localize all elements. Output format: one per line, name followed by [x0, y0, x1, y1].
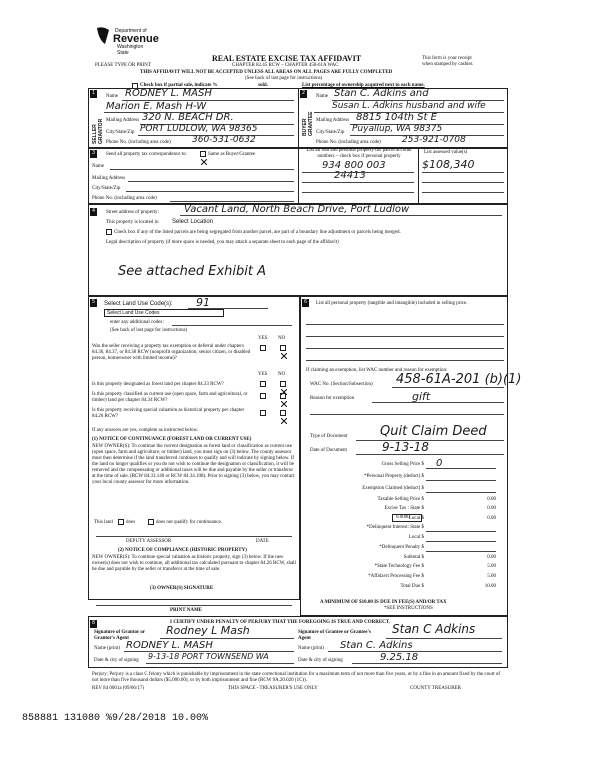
does-not-checkbox[interactable]: [148, 519, 154, 525]
segregated-checkbox[interactable]: [106, 229, 112, 235]
buyer-name2: Susan L. Adkins husband and wife: [332, 101, 486, 111]
penalty-label: *Delinquent Penalty $: [379, 545, 424, 550]
taxable-label: Taxable Selling Price $: [377, 497, 424, 502]
q2-yes-checkbox[interactable]: [260, 381, 266, 387]
buyer-city: Puyallup, WA 98375: [352, 124, 443, 134]
sold-label: sold.: [258, 83, 268, 88]
agency-line3: Washington State: [117, 44, 144, 56]
buyer-side-label: BUYER GRANTEE: [302, 111, 314, 136]
seller-phone: 360-531-0632: [192, 135, 256, 145]
please-type: PLEASE TYPE OR PRINT: [95, 63, 151, 68]
does-checkbox[interactable]: [118, 519, 124, 525]
question-4: Is this property receiving special valuation as historical property per chapter 84.26 RCW?: [92, 408, 245, 419]
land-use-label: Select Land Use Code(s):: [104, 301, 173, 307]
dor-logo: [95, 26, 159, 56]
minimum-note: A MINIMUM OF $10.00 IS DUE IN FEE(S) AND/OR TAX: [320, 600, 447, 605]
no-header-2: NO: [278, 372, 286, 377]
seller-mailing: 320 N. BEACH DR.: [142, 112, 234, 123]
parcel-1: 934 800 003: [322, 160, 386, 171]
seller-side-label: SELLER GRANTOR: [92, 118, 104, 144]
grantor-signature: Rodney L Mash: [166, 624, 250, 637]
doc-type-label: Type of Document: [310, 434, 348, 439]
section-4-marker: 4: [90, 208, 97, 216]
grantee-date-label: Date & city of signing: [298, 658, 343, 663]
yes-header-1: YES: [258, 336, 268, 341]
seller-phone-label: Phone No. (including area code): [106, 140, 171, 145]
section-3-marker: 3: [90, 150, 97, 158]
seller-mailing-label: Mailing Address: [106, 118, 140, 123]
gross-label: Gross Selling Price $: [381, 462, 424, 467]
corr-name-label: Name: [92, 164, 104, 169]
delinquent-state-label: *Delinquent Interest: State $: [366, 525, 424, 530]
personal-deduct-label: *Personal Property (deduct) $: [364, 474, 424, 479]
tech-fee-value: 5.00: [487, 564, 496, 569]
located-label: This property is located in: [106, 220, 159, 225]
legal-desc-text: See attached Exhibit A: [118, 264, 267, 279]
corr-mailing-label: Mailing Address: [92, 176, 126, 181]
notice-2-body: NEW OWNER(S): To continue special valuation as historic property, sign (3) below. If the new owner(s) does not wish to continue, all additional tax calculated pursuant to chapter 84.26 RCW, shall be due and payable by the seller or transferor at the time of sale.: [92, 555, 296, 572]
land-use-dropdown-label: Select Land Use Codes: [107, 310, 160, 316]
total-value: 10.00: [484, 584, 496, 589]
q4-no-checkbox[interactable]: [280, 410, 286, 416]
grantee-sig-label: Signature of Grantee or Grantee's Agent: [298, 630, 371, 641]
does-label: does: [126, 520, 136, 525]
doc-type-value: Quit Claim Deed: [380, 424, 487, 439]
assessed-header: List assessed value(s): [424, 150, 468, 155]
grantor-sig-label: Signature of Grantor or Grantor's Agent: [94, 630, 145, 641]
street-label: Street address of property:: [106, 210, 159, 215]
q3-no-checkbox[interactable]: [280, 393, 286, 399]
corr-phone-label: Phone No. (including area code): [92, 196, 157, 201]
grantee-date: 9.25.18: [380, 652, 419, 663]
form-chapter: CHAPTER 82.45 RCW – CHAPTER 458-61A WAC: [232, 63, 339, 68]
section-2-marker: 2: [300, 90, 307, 98]
buyer-phone: 253-921-0708: [402, 135, 466, 145]
buyer-city-label: City/State/Zip: [316, 130, 345, 135]
see-instructions: *SEE INSTRUCTIONS: [384, 606, 433, 611]
grantor-date: 9-13-18 PORT TOWNSEND WA: [148, 652, 269, 661]
located-value[interactable]: Select Location: [172, 219, 214, 225]
tech-fee-label: *State Technology Fee $: [374, 564, 424, 569]
total-label: Total Due $: [400, 584, 424, 589]
agency-line2: Revenue: [113, 33, 159, 45]
send-correspondence-label: Send all property tax correspondence to:: [106, 152, 187, 157]
receipt-note-1: This form is your receipt: [422, 56, 472, 61]
additional-codes-label: enter any additional codes:: [110, 320, 164, 325]
grantee-name-label: Name (print): [298, 646, 324, 651]
gross-value: 0: [436, 458, 443, 469]
seller-name-label: Name: [106, 94, 118, 99]
section-8-marker: 8: [90, 620, 97, 628]
list-pct-note: List percentage of ownership acquired next to each name.: [302, 83, 425, 88]
affidavit-fee-label: *Affidavit Processing Fee $: [368, 574, 424, 579]
same-as-buyer-label: Same as Buyer/Grantee: [208, 152, 256, 157]
segregated-note: Check box if any of the listed parcels are being segregated from another parcel, are part of a boundary line adjustment or parcels being merged.: [114, 230, 401, 235]
legal-desc-label: Legal description of property (if more space is needed, you may attach a separate sheet to each page of the affidavit): [106, 240, 339, 245]
seller-city: PORT LUDLOW, WA 98365: [140, 124, 258, 134]
notice-1-title: (1) NOTICE OF CONTINUANCE (FOREST LAND OR CURRENT USE): [92, 437, 252, 442]
personal-property-label: List all personal property (tangible and intangible) included in selling price.: [316, 301, 468, 306]
q4-yes-checkbox[interactable]: [260, 410, 266, 416]
local-label: Local $: [408, 516, 424, 521]
see-back-header: (See back of last page for instructions): [245, 76, 323, 81]
parcel-2: 24413: [334, 170, 366, 181]
receipt-note-2: when stamped by cashier.: [422, 62, 474, 67]
section-6-marker: 6: [302, 299, 309, 307]
section-1-marker: 1: [90, 90, 97, 98]
certify-statement: I CERTIFY UNDER PENALTY OF PERJURY THAT THE FOREGOING IS TRUE AND CORRECT.: [170, 620, 391, 625]
county-treasurer: COUNTY TREASURER: [410, 686, 461, 691]
subtotal-value: 0.00: [487, 555, 496, 560]
q1-yes-checkbox[interactable]: [260, 345, 266, 351]
this-land-label: This land: [94, 520, 113, 525]
same-as-buyer-checkbox[interactable]: [200, 151, 206, 157]
excise-state-value: 0.00: [487, 506, 496, 511]
notice-1-body: NEW OWNER(S): To continue the current designation as forest land or classification as current use (open space, farm and agriculture, or timber) land, you must sign on (3) below. The county assessor must then determine if the land transferred continues to qualify and will indicate by signing below. If the land no longer qualifies or you do not wish to continue the designation or classification, it will be removed and the compensating or additional taxes will be due and payable by the seller or transferor at the time of sale. (RCW 84.33.140 or RCW 84.34.108). Prior to signing (3) below, you may contact your local county assessor for more information.: [92, 444, 295, 485]
notice-2-title: (2) NOTICE OF COMPLIANCE (HISTORIC PROPERTY): [118, 548, 247, 553]
doc-date-label: Date of Document: [310, 448, 347, 453]
buyer-mailing: 8815 104th St E: [356, 112, 437, 123]
perjury-note: Perjury: Perjury is a class C felony which is punishable by imprisonment in the state correctional institution for a maximum term of not more than five years, or by a fine in an amount fixed by the court of not more than five thousand dollars ($5,000.00), or by both imprisonment and fine (RCW 9A.20.020 (1C)).: [92, 672, 501, 683]
seller-name1: RODNEY L. MASH: [125, 88, 212, 99]
buyer-name-label: Name: [316, 94, 328, 99]
grantor-name-label: Name (print): [94, 646, 120, 651]
reason-label: Reason for exemption: [310, 396, 355, 401]
logo-mark-icon: [95, 26, 111, 46]
rate-value: 0.0000: [396, 515, 410, 520]
seller-city-label: City/State/Zip: [106, 130, 135, 135]
owner-signature-label: (3) OWNER(S) SIGNATURE: [150, 586, 214, 591]
grantor-date-label: Date & city of signing: [94, 658, 139, 663]
deputy-assessor-label: DEPUTY ASSESSOR: [126, 539, 172, 544]
wac-value: 458-61A-201 (b)(1): [396, 372, 522, 387]
yes-header-2: YES: [258, 372, 268, 377]
question-2: Is this property designated as forest land per chapter 84.33 RCW?: [92, 382, 224, 387]
exemption-label: If claiming an exemption, list WAC number and reason for exemption:: [306, 368, 448, 373]
q1-no-checkbox[interactable]: [280, 345, 286, 351]
section-5-marker: 5: [90, 299, 97, 307]
partial-sale-label: Check box if partial sale, indicate %: [140, 83, 218, 88]
doc-date-value: 9-13-18: [382, 440, 429, 454]
reason-value: gift: [412, 390, 431, 403]
question-1: Was the seller receiving a property tax exemption or deferral under chapters 84.36, 84.37, or 84.38 RCW (nonprofit organization, senior citizen, or disabled person, homeowner with limited income)?: [92, 344, 251, 361]
no-header-1: NO: [278, 336, 286, 341]
corr-city-label: City/State/Zip: [92, 186, 121, 191]
delinquent-local-label: Local $: [408, 535, 424, 540]
local-value: 0.00: [487, 516, 496, 521]
taxable-value: 0.00: [487, 497, 496, 502]
land-use-code: 91: [196, 296, 210, 309]
grantor-name: RODNEY L. MASH: [126, 640, 213, 651]
question-3: Is this property classified as current use (open space, farm and agricultural, or timber) land per chapter 84.34 RCW?: [92, 392, 248, 403]
grantee-name: Stan C. Adkins: [340, 640, 413, 651]
buyer-name1: Stan C. Adkins and: [334, 88, 429, 99]
street-value: Vacant Land, North Beach Drive, Port Ludlow: [184, 204, 410, 215]
print-name-label: PRINT NAME: [170, 608, 202, 613]
excise-state-label: Excise Tax : State $: [384, 506, 424, 511]
form-title: REAL ESTATE EXCISE TAX AFFIDAVIT: [212, 54, 362, 63]
buyer-mailing-label: Mailing Address: [316, 118, 350, 123]
rev-number: REV 84 0001a (09/06/17): [92, 686, 144, 691]
parcel-header: List all real and personal property tax parcel account numbers – check box if personal property: [306, 148, 412, 159]
affidavit-fee-value: 5.00: [487, 574, 496, 579]
agency-line1: Department of: [115, 28, 147, 34]
receipt-stamp: 858881 131080 %9/28/2018 10.00%: [22, 713, 209, 724]
form-warning: THIS AFFIDAVIT WILL NOT BE ACCEPTED UNLESS ALL AREAS ON ALL PAGES ARE FULLY COMPLETED: [140, 70, 393, 75]
exemption-deduct-label: Exemption Claimed (deduct) $: [362, 486, 424, 491]
wac-label: WAC No. (Section/Subsection): [310, 382, 373, 387]
q3-yes-checkbox[interactable]: [260, 393, 266, 399]
land-use-see-back: (See back of last page for instructions): [110, 328, 188, 333]
does-not-label: does not qualify for continuance.: [156, 520, 222, 525]
q2-no-checkbox[interactable]: [280, 381, 286, 387]
grantee-signature: Stan C Adkins: [392, 622, 476, 636]
deputy-date-label: DATE: [256, 539, 269, 544]
subtotal-label: Subtotal $: [403, 555, 424, 560]
buyer-phone-label: Phone No. (including area code): [316, 140, 381, 145]
property-box: [88, 204, 508, 296]
seller-name2: Marion E. Mash H-W: [106, 101, 207, 112]
treasurer-space: THIS SPACE - TREASURER'S USE ONLY: [228, 686, 318, 691]
complete-note: If any answers are yes, complete as instructed below.: [92, 428, 199, 433]
assessed-1: $108,340: [422, 158, 475, 171]
